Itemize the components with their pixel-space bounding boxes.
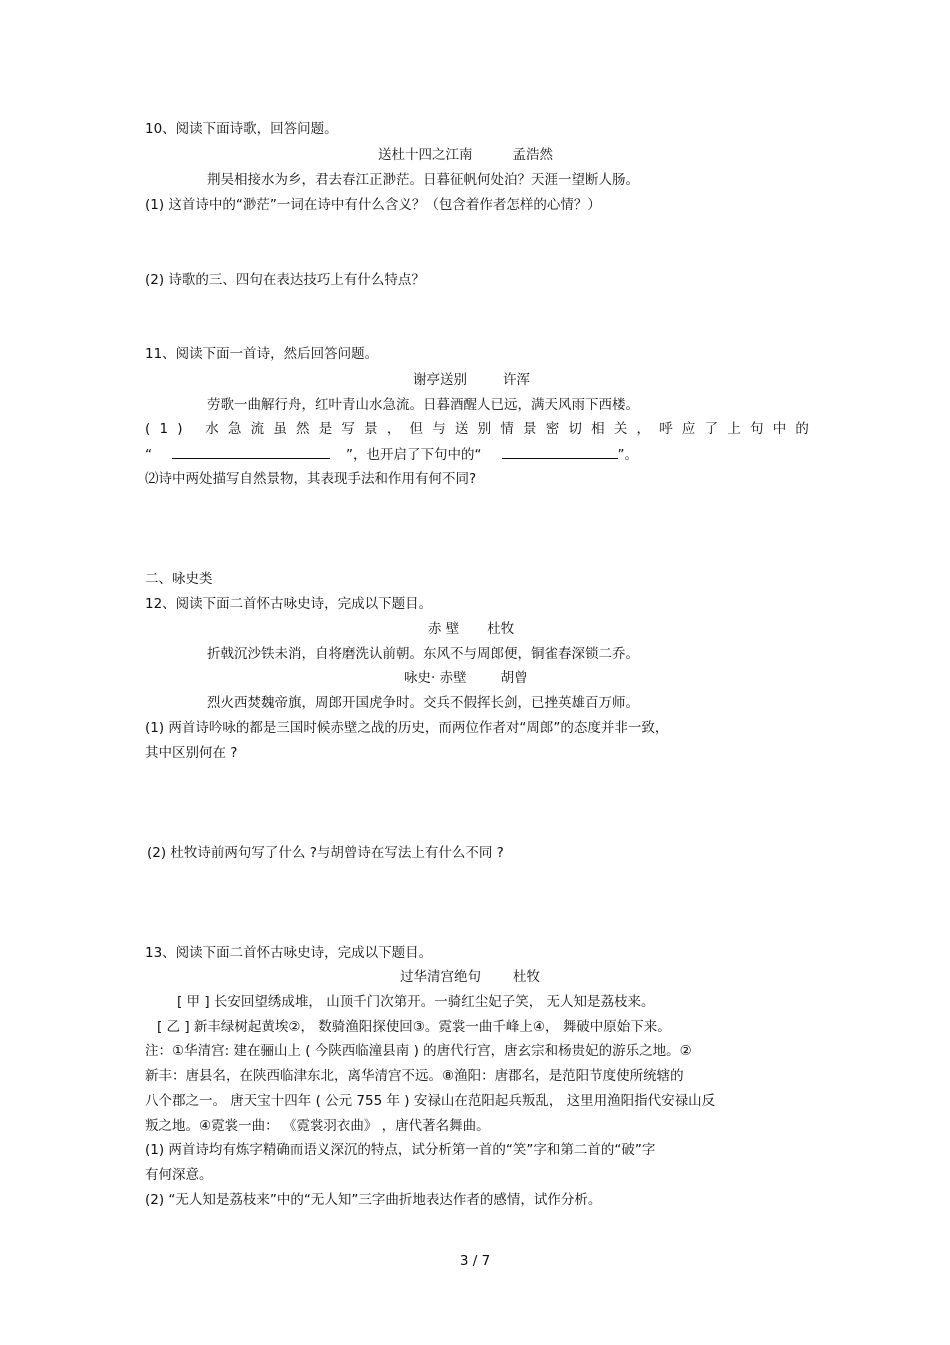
q10-poem-title: 送杜十四之江南 <box>378 147 473 163</box>
q12-poem1: 折戟沉沙铁未消，自将磨洗认前朝。东风不与周郎便，铜雀春深锁二乔。 <box>207 646 639 662</box>
q13-note-line1: 注：①华清宫: 建在骊山上 ( 今陕西临潼县南 ) 的唐代行宫，唐玄宗和杨贵妃的游乐之地。② <box>145 1043 692 1059</box>
q10-poem: 荆吴相接水为乡，君去春江正渺茫。日暮征帆何处泊？天涯一望断人肠。 <box>207 172 639 188</box>
page-number: 3 / 7 <box>459 1253 491 1269</box>
q13-note-line4: 叛之地。④霓裳一曲： 《霓裳羽衣曲》 ，唐代著名舞曲。 <box>145 1118 490 1134</box>
q13-sub2: (2) “无人知是荔枝来”中的“无人知”三字曲折地表达作者的感情，试作分析。 <box>145 1192 602 1208</box>
q10-author: 孟浩然 <box>512 147 553 163</box>
q12-poem1-author: 杜牧 <box>487 621 515 637</box>
q12-poem1-heading <box>428 620 514 638</box>
q11-open-quote: “ <box>145 447 152 463</box>
q11-sub1-line1: (1) 水急流虽然是写景，但与送别情景密切相关，呼应了上句中的 <box>145 421 819 437</box>
q13-poem-heading <box>400 968 540 986</box>
q13-stem: 13、阅读下面二首怀古咏史诗，完成以下题目。 <box>145 945 433 961</box>
q12-stem: 12、阅读下面二首怀古咏史诗，完成以下题目。 <box>145 596 433 612</box>
q12-sub2: (2) 杜牧诗前两句写了什么 ?与胡曾诗在写法上有什么不同 ? <box>147 845 504 861</box>
q13-poem-jia: [ 甲 ] 长安回望绣成堆， 山顶千门次第开。一骑红尘妃子笑， 无人知是荔枝来。 <box>177 994 655 1010</box>
q11-sub2: ⑵诗中两处描写自然景物，其表现手法和作用有何不同? <box>145 471 477 487</box>
q11-poem: 劳歌一曲解行舟，红叶青山水急流。日暮酒醒人已远，满天风雨下西楼。 <box>207 397 639 413</box>
q10-sub1: (1) 这首诗中的“渺茫”一词在诗中有什么含义？（包含着作者怎样的心情？） <box>145 197 601 213</box>
q11-poem-heading <box>413 371 530 389</box>
q12-poem2: 烈火西焚魏帝旗，周郎开国虎争时。交兵不假挥长剑，已挫英雄百万师。 <box>207 695 639 711</box>
q12-poem2-heading <box>404 669 528 687</box>
q11-sub1-line2 <box>145 446 638 464</box>
q11-mid-text: ”，也开启了下句中的“ <box>346 447 482 463</box>
q12-poem1-title: 赤 壁 <box>428 621 460 637</box>
q10-sub2: (2) 诗歌的三、四句在表达技巧上有什么特点？ <box>145 272 425 288</box>
q13-poem-yi: [ 乙 ] 新丰绿树起黄埃②， 数骑渔阳探使回③。霓裳一曲千峰上④， 舞破中原始下来。 <box>157 1019 671 1035</box>
q12-sub1-line2: 其中区别何在 ? <box>145 745 238 761</box>
q13-note-line2: 新丰：唐县名，在陕西临津东北，离华清宫不远。⑧渔阳：唐郡名，是范阳节度使所统辖的 <box>145 1068 684 1084</box>
q13-author: 杜牧 <box>513 969 540 985</box>
q12-sub1-line1: (1) 两首诗吟咏的都是三国时候赤壁之战的历史，而两位作者对“周郎”的态度并非一致， <box>145 720 669 736</box>
q13-sub1-line2: 有何深意。 <box>145 1167 213 1183</box>
q11-poem-title: 谢亭送别 <box>413 372 467 388</box>
q10-poem-heading <box>378 146 553 164</box>
q11-answer-blank-2[interactable] <box>502 446 618 459</box>
section-heading: 二、咏史类 <box>145 571 213 587</box>
q13-poem-title: 过华清宫绝句 <box>400 969 481 985</box>
q11-stem: 11、阅读下面一首诗，然后回答问题。 <box>145 346 379 362</box>
q11-answer-blank-1[interactable] <box>172 446 330 459</box>
q11-end-quote: ”。 <box>617 447 638 463</box>
q10-stem: 10、阅读下面诗歌，回答问题。 <box>145 121 338 137</box>
q12-poem2-title: 咏史· 赤壁 <box>404 670 467 686</box>
q13-sub1-line1: (1) 两首诗均有炼字精确而语义深沉的特点，试分析第一首的“笑”字和第二首的“破”字 <box>145 1142 656 1158</box>
q13-note-line3: 八个郡之一。 唐天宝十四年 ( 公元 755 年 ) 安禄山在范阳起兵叛乱， 这里用渔阳指代安禄山反 <box>145 1093 716 1109</box>
q11-author: 许浑 <box>503 372 530 388</box>
q12-poem2-author: 胡曾 <box>500 670 528 686</box>
